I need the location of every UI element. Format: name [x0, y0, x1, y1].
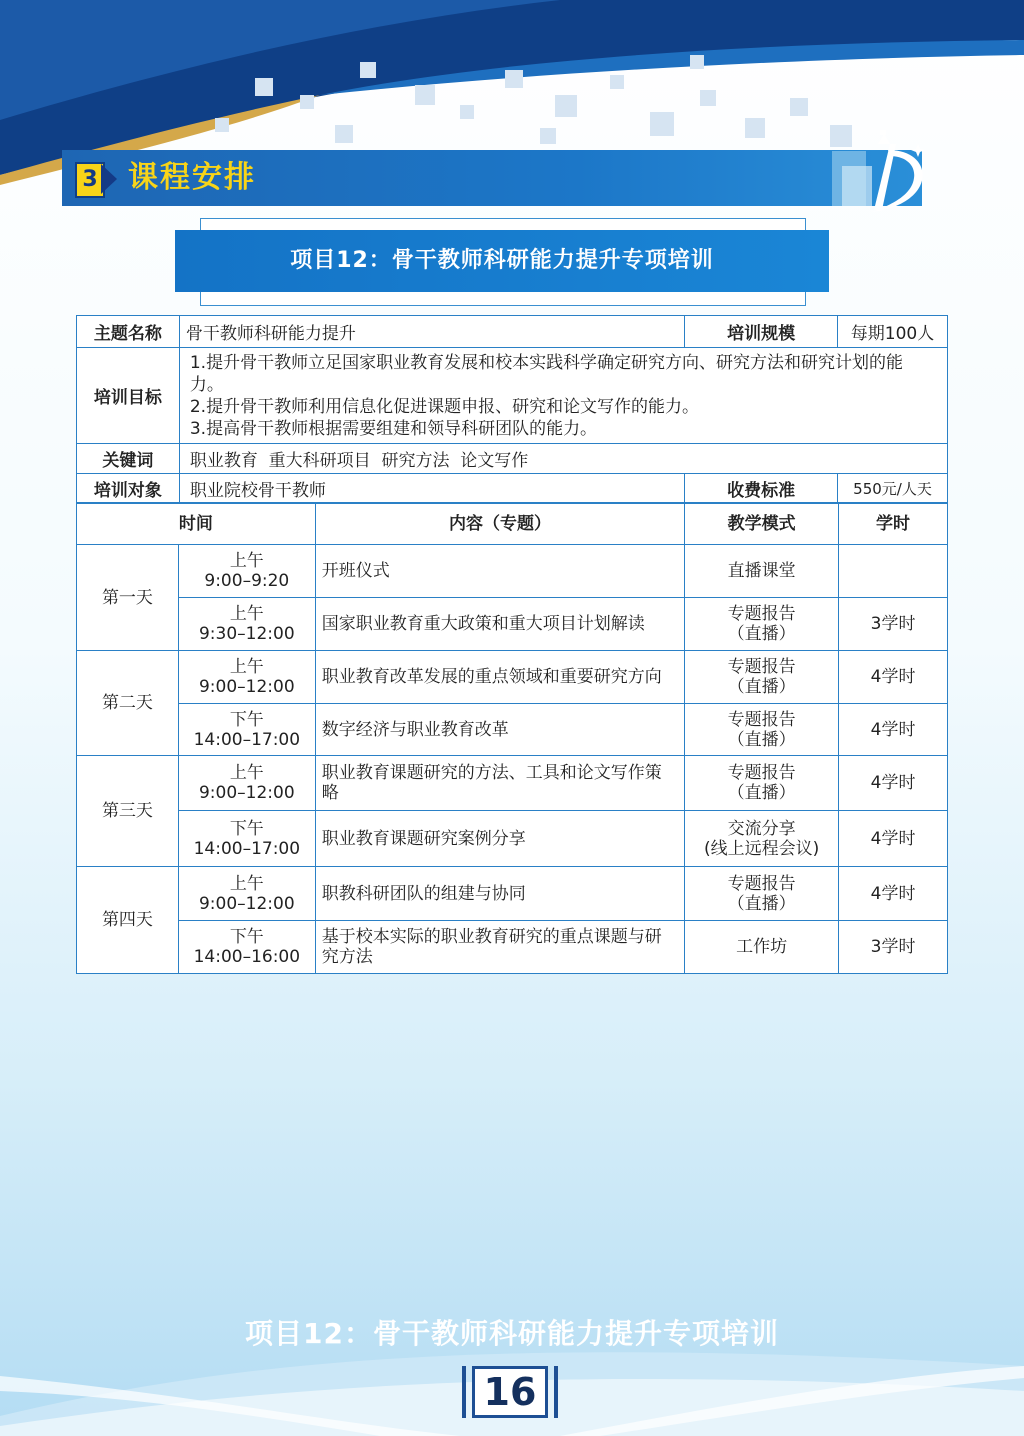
project-info-table [76, 315, 948, 503]
session-hours-range: 9:30–12:00 [198, 624, 295, 644]
session-hours-range: 14:00–17:00 [193, 729, 301, 750]
session-credit: 4学时 [839, 811, 948, 867]
session-mode-line: 专题报告 [727, 604, 796, 624]
fee-value: 550元/人天 [838, 474, 948, 503]
session-time [178, 651, 315, 704]
keywords-row [77, 444, 948, 474]
session-credit: 4学时 [839, 704, 948, 756]
session-mode-line: 专题报告 [727, 763, 796, 783]
session-mode-sub: （直播） [727, 677, 796, 697]
session-credit: 4学时 [839, 651, 948, 704]
session-mode [685, 921, 839, 974]
session-hours-range: 9:00–12:00 [198, 893, 295, 914]
goals-row [77, 348, 948, 444]
session-hours-range: 14:00–16:00 [193, 947, 301, 967]
session-mode-sub: （直播） [727, 729, 796, 750]
scale-label: 培训规模 [685, 316, 838, 348]
session-mode [685, 651, 839, 704]
keywords-value: 职业教育 重大科研项目 研究方法 论文写作 [179, 444, 947, 474]
header-hours: 学时 [839, 504, 948, 545]
session-period: 上午 [229, 551, 264, 571]
schedule-row [77, 598, 948, 651]
schedule-row [77, 704, 948, 756]
logo-icon [832, 126, 932, 216]
header-content: 内容（专题） [315, 504, 685, 545]
day-label: 第一天 [77, 545, 179, 651]
session-content: 数字经济与职业教育改革 [315, 704, 685, 756]
session-content: 职业教育课题研究案例分享 [315, 811, 685, 867]
goals-label: 培训目标 [77, 348, 180, 444]
session-time [178, 598, 315, 651]
session-content: 国家职业教育重大政策和重大项目计划解读 [315, 598, 685, 651]
topic-label: 主题名称 [77, 316, 180, 348]
session-credit: 4学时 [839, 867, 948, 921]
session-time [178, 867, 315, 921]
session-mode-sub: (线上远程会议) [704, 838, 820, 859]
schedule-row [77, 651, 948, 704]
session-mode [685, 867, 839, 921]
session-time [178, 811, 315, 867]
audience-value: 职业院校骨干教师 [179, 474, 684, 503]
session-content: 开班仪式 [315, 545, 685, 598]
page-number: 16 [472, 1366, 548, 1418]
session-mode-sub: （直播） [727, 783, 796, 803]
topic-value: 骨干教师科研能力提升 [179, 316, 684, 348]
session-period: 下午 [229, 818, 264, 839]
session-mode [685, 811, 839, 867]
session-credit [839, 545, 948, 598]
session-mode [685, 545, 839, 598]
session-credit: 3学时 [839, 921, 948, 974]
keywords-label: 关键词 [77, 444, 180, 474]
session-mode-line: 直播课堂 [727, 561, 796, 581]
session-mode-line: 工作坊 [736, 937, 788, 957]
session-mode [685, 598, 839, 651]
session-mode-line: 交流分享 [727, 818, 796, 839]
topic-row [77, 316, 948, 348]
scale-value: 每期100人 [838, 316, 948, 348]
section-arrow-icon [101, 164, 117, 194]
session-hours-range: 9:00–12:00 [198, 677, 295, 697]
audience-label: 培训对象 [77, 474, 180, 503]
goal-item: 2.提升骨干教师利用信息化促进课题申报、研究和论文写作的能力。 [189, 396, 700, 417]
header-time: 时间 [77, 504, 316, 545]
section-number: 3 [75, 162, 105, 198]
audience-row [77, 474, 948, 503]
session-time [178, 756, 315, 811]
page-number-stripe-left [462, 1366, 466, 1418]
section-title: 课程安排 [128, 160, 256, 195]
schedule-table [76, 503, 948, 974]
session-hours-range: 9:00–9:20 [204, 571, 290, 591]
schedule-row [77, 867, 948, 921]
session-period: 下午 [229, 927, 264, 947]
session-period: 下午 [229, 709, 264, 730]
session-period: 上午 [229, 657, 264, 677]
session-hours-range: 9:00–12:00 [198, 783, 295, 803]
session-mode-line: 专题报告 [727, 873, 796, 894]
session-mode [685, 756, 839, 811]
goal-item: 1.提升骨干教师立足国家职业教育发展和校本实践科学确定研究方向、研究方法和研究计划的能力。 [189, 352, 904, 395]
session-content: 职教科研团队的组建与协同 [315, 867, 685, 921]
schedule-row [77, 811, 948, 867]
session-period: 上午 [229, 763, 264, 783]
goals-value [179, 348, 947, 444]
day-label: 第四天 [77, 867, 179, 974]
session-content: 基于校本实际的职业教育研究的重点课题与研究方法 [315, 921, 685, 974]
session-mode [685, 704, 839, 756]
page-number-stripe-right [554, 1366, 558, 1418]
schedule-row [77, 545, 948, 598]
session-mode-line: 专题报告 [727, 709, 796, 730]
session-content: 职业教育改革发展的重点领域和重要研究方向 [315, 651, 685, 704]
session-time [178, 921, 315, 974]
session-content: 职业教育课题研究的方法、工具和论文写作策略 [315, 756, 685, 811]
session-credit: 4学时 [839, 756, 948, 811]
session-mode-sub: （直播） [727, 893, 796, 914]
session-hours-range: 14:00–17:00 [193, 838, 301, 859]
goal-item: 3.提高骨干教师根据需要组建和领导科研团队的能力。 [189, 418, 598, 439]
project-title: 项目12：骨干教师科研能力提升专项培训 [175, 230, 829, 292]
header-mode: 教学模式 [685, 504, 839, 545]
session-period: 上午 [229, 873, 264, 894]
day-label: 第三天 [77, 756, 179, 867]
session-period: 上午 [229, 604, 264, 624]
day-label: 第二天 [77, 651, 179, 756]
session-time [178, 545, 315, 598]
schedule-row [77, 921, 948, 974]
schedule-header-row [77, 504, 948, 545]
session-time [178, 704, 315, 756]
schedule-row [77, 756, 948, 811]
session-mode-line: 专题报告 [727, 657, 796, 677]
footer-title: 项目12：骨干教师科研能力提升专项培训 [245, 1317, 779, 1350]
session-mode-sub: （直播） [727, 624, 796, 644]
fee-label: 收费标准 [685, 474, 838, 503]
session-credit: 3学时 [839, 598, 948, 651]
